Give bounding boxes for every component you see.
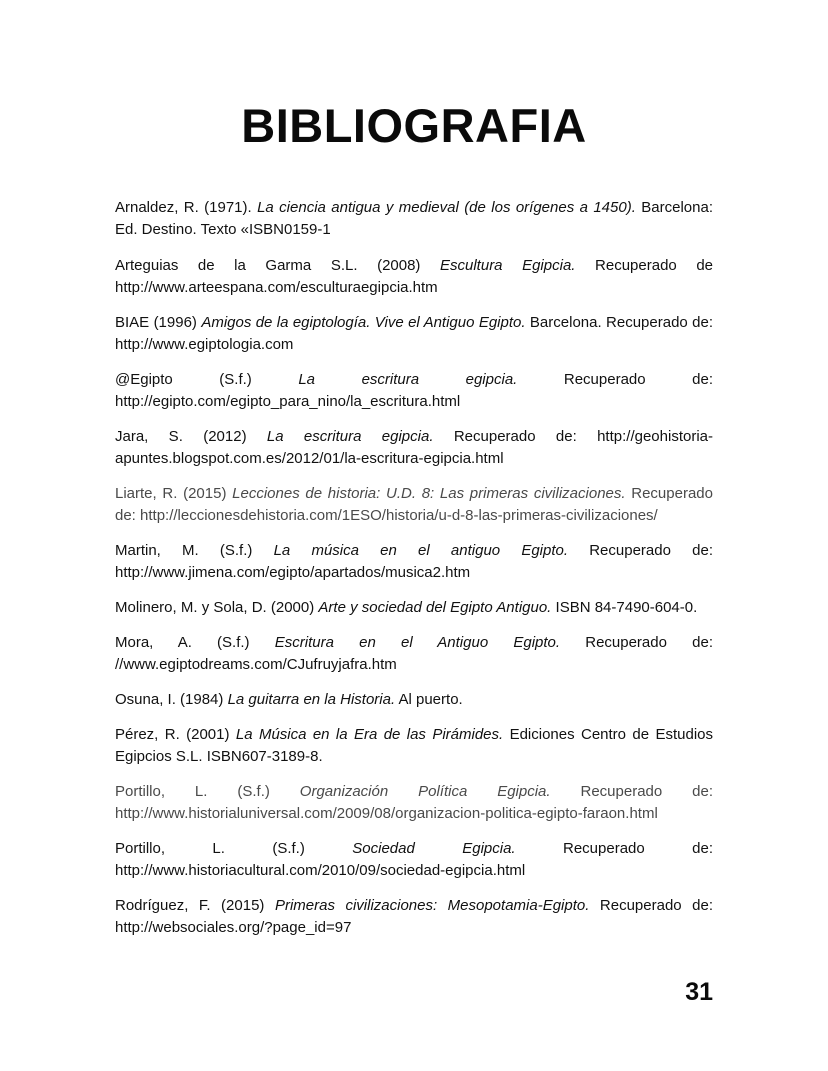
reference-details: Barcelona. Recuperado de: http://www.egiptologia.com — [115, 314, 713, 353]
reference-title: La escritura egipcia. — [266, 428, 434, 445]
page-title: BIBLIOGRAFIA — [241, 99, 587, 152]
reference-details: Barcelona: Ed. Destino. Texto «ISBN0159-1 — [115, 199, 713, 238]
reference-item — [115, 632, 713, 676]
reference-item — [115, 724, 713, 768]
reference-title: Escritura en el Antiguo Egipto. — [274, 634, 561, 651]
reference-item — [115, 895, 713, 939]
reference-title: Organización Política Egipcia. — [299, 783, 551, 800]
reference-title: La Música en la Era de las Pirámides. — [235, 726, 504, 743]
reference-title: La música en el antiguo Egipto. — [273, 542, 569, 559]
reference-title: La guitarra en la Historia. — [227, 691, 396, 708]
reference-details: ISBN 84-7490-604-0. — [551, 599, 698, 616]
reference-item — [115, 255, 713, 299]
reference-author: Rodríguez, F. (2015) — [115, 897, 275, 914]
reference-item — [115, 838, 713, 882]
reference-author: Portillo, L. (S.f.) — [115, 783, 300, 800]
reference-details: Recuperado de: http://www.historiacultural.com/2010/09/sociedad-egipcia.html — [115, 840, 713, 879]
reference-author: BIAE (1996) — [115, 314, 202, 331]
reference-title: Lecciones de historia: U.D. 8: Las primeras civilizaciones. — [232, 485, 626, 502]
reference-item — [115, 312, 713, 356]
reference-author: Arteguias de la Garma S.L. (2008) — [115, 257, 440, 274]
reference-author: Molinero, M. y Sola, D. (2000) — [115, 599, 319, 616]
bibliography-list — [115, 197, 713, 939]
reference-title: Sociedad Egipcia. — [352, 840, 516, 857]
reference-details: Recuperado de: http://egipto.com/egipto_para_nino/la_escritura.html — [115, 371, 713, 410]
reference-author: @Egipto (S.f.) — [115, 371, 299, 388]
reference-item — [115, 781, 713, 825]
reference-details: Al puerto. — [395, 691, 463, 708]
reference-item — [115, 597, 713, 619]
reference-item — [115, 426, 713, 470]
reference-details: Recuperado de http://www.arteespana.com/esculturaegipcia.htm — [115, 257, 714, 296]
reference-item — [115, 689, 713, 711]
reference-author: Mora, A. (S.f.) — [115, 634, 275, 651]
reference-author: Osuna, I. (1984) — [115, 691, 228, 708]
reference-details: Recuperado de: //www.egiptodreams.com/CJufruyjafra.htm — [115, 634, 713, 673]
reference-title: La escritura egipcia. — [298, 371, 518, 388]
reference-item — [115, 197, 713, 241]
reference-details: Recuperado de: http://geohistoria-apuntes.blogspot.com.es/2012/01/la-escritura-egipcia.html — [115, 428, 713, 467]
reference-item — [115, 483, 713, 527]
reference-details: Recuperado de: http://www.historialuniversal.com/2009/08/organizacion-politica-egipto-faraon.html — [115, 783, 713, 822]
reference-title: Arte y sociedad del Egipto Antiguo. — [318, 599, 552, 616]
reference-details: Recuperado de: http://leccionesdehistoria.com/1ESO/historia/u-d-8-las-primeras-civilizaciones/ — [115, 485, 713, 524]
reference-title: Primeras civilizaciones: Mesopotamia-Egipto. — [274, 897, 590, 914]
reference-author: Pérez, R. (2001) — [115, 726, 236, 743]
reference-details: Recuperado de: http://www.jimena.com/egipto/apartados/musica2.htm — [115, 542, 713, 581]
reference-author: Martin, M. (S.f.) — [115, 542, 274, 559]
reference-author: Jara, S. (2012) — [115, 428, 267, 445]
reference-author: Arnaldez, R. (1971). — [115, 199, 258, 216]
reference-item — [115, 540, 713, 584]
reference-title: Escultura Egipcia. — [440, 257, 576, 274]
reference-title: Amigos de la egiptología. Vive el Antiguo Egipto. — [201, 314, 526, 331]
reference-item — [115, 369, 713, 413]
reference-details: Ediciones Centro de Estudios Egipcios S.L. ISBN607-3189-8. — [115, 726, 714, 765]
page-number: 31 — [685, 978, 713, 1006]
reference-author: Portillo, L. (S.f.) — [115, 840, 353, 857]
reference-details: Recuperado de: http://websociales.org/?page_id=97 — [115, 897, 713, 936]
reference-title: La ciencia antigua y medieval (de los orígenes a 1450). — [257, 199, 636, 216]
reference-author: Liarte, R. (2015) — [115, 485, 233, 502]
